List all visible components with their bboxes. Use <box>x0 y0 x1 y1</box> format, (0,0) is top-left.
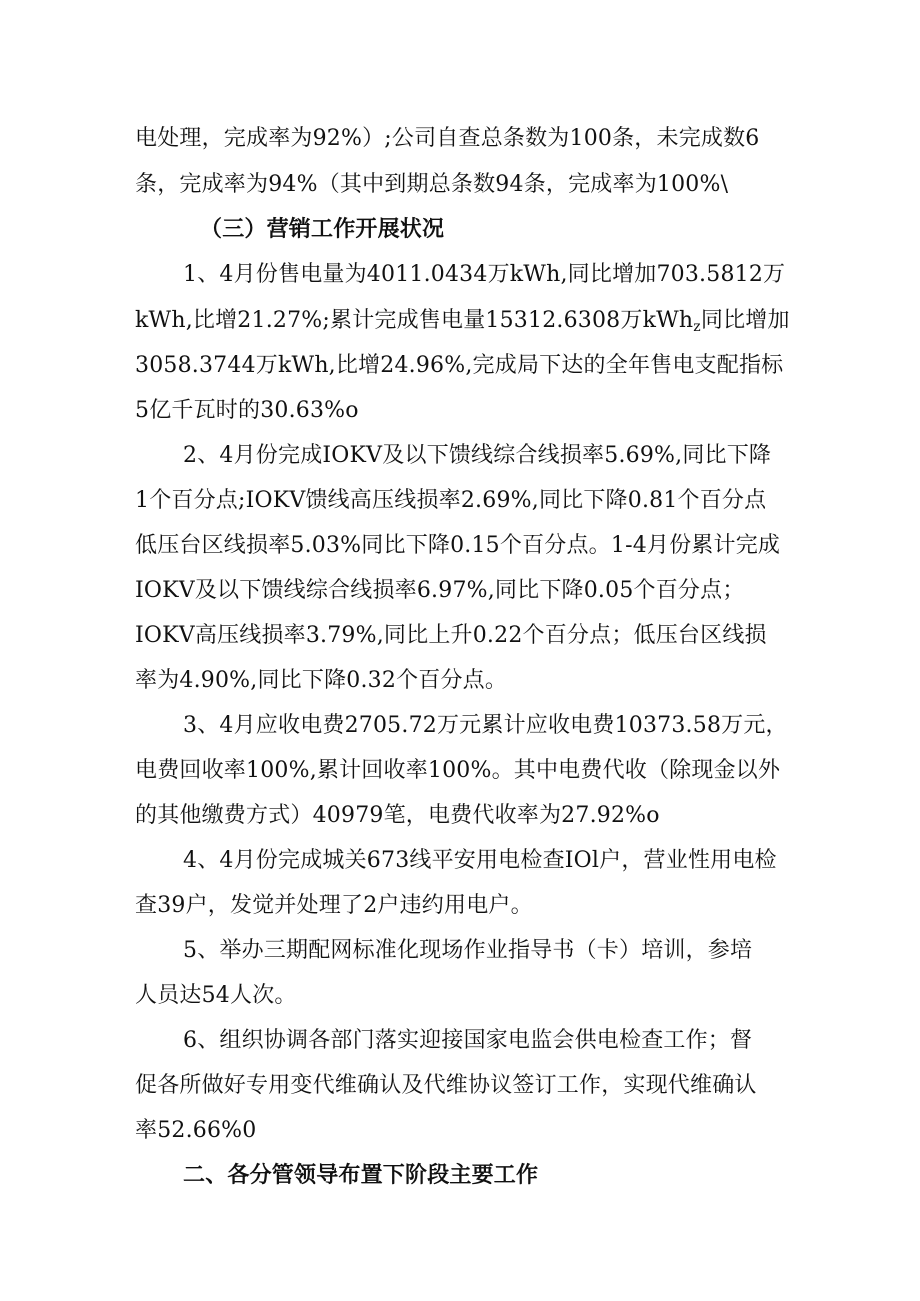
text-line: 的其他缴费方式）40979笔，电费代收率为27.92%o <box>135 803 660 828</box>
text-line: 率为4.90%,同比下降0.32个百分点。 <box>135 668 508 693</box>
text-line-part: kWh,比增21.27%;累计完成售电量15312.6308万kWh <box>135 308 694 333</box>
text-line: 5、举办三期配网标准化现场作业指导书（卡）培训，参培 <box>183 938 753 963</box>
text-line: 条，完成率为94%（其中到期总条数94条，完成率为100%\ <box>135 172 729 197</box>
section-heading-next-stage: 二、各分管领导布置下阶段主要工作 <box>183 1163 539 1188</box>
text-line: IOKV及以下馈线综合线损率6.97%,同比下降0.05个百分点； <box>135 578 745 603</box>
text-line: 5亿千瓦时的30.63%o <box>135 398 359 423</box>
text-line: 电处理，完成率为92%）;公司自查总条数为100条，未完成数6 <box>135 126 760 151</box>
text-line: 2、4月份完成IOKV及以下馈线综合线损率5.69%,同比下降 <box>183 443 772 468</box>
text-line: 低压台区线损率5.03%同比下降0.15个百分点。1-4月份累计完成 <box>135 533 781 558</box>
text-line: IOKV高压线损率3.79%,同比上升0.22个百分点；低压台区线损 <box>135 623 767 648</box>
text-line: 6、组织协调各部门落实迎接国家电监会供电检查工作；督 <box>183 1028 753 1053</box>
text-line: 1、4月份售电量为4011.0434万kWh,同比增加703.5812万 <box>183 262 786 287</box>
text-line: 1个百分点;IOKV馈线高压线损率2.69%,同比下降0.81个百分点 <box>135 488 767 513</box>
text-line: 3058.3744万kWh,比增24.96%,完成局下达的全年售电支配指标 <box>135 353 784 378</box>
text-line: 4、4月份完成城关673线平安用电检查IOl户，营业性用电检 <box>183 848 777 873</box>
text-line: 电费回收率100%,累计回收率100%。其中电费代收（除现金以外 <box>135 758 781 783</box>
section-heading-marketing: （三）营销工作开展状况 <box>200 217 445 242</box>
text-line: 促各所做好专用变代维确认及代维协议签订工作，实现代维确认 <box>135 1073 757 1098</box>
text-line: 人员达54人次。 <box>135 983 297 1008</box>
text-line: 查39户，发觉并处理了2户违约用电户。 <box>135 893 533 918</box>
text-line: 率52.66%0 <box>135 1118 257 1143</box>
subscript-mark: z <box>693 319 701 335</box>
text-line-part: 同比增加 <box>700 308 790 333</box>
text-line: 3、4月应收电费2705.72万元累计应收电费10373.58万元， <box>183 713 788 738</box>
text-line <box>135 306 790 342</box>
